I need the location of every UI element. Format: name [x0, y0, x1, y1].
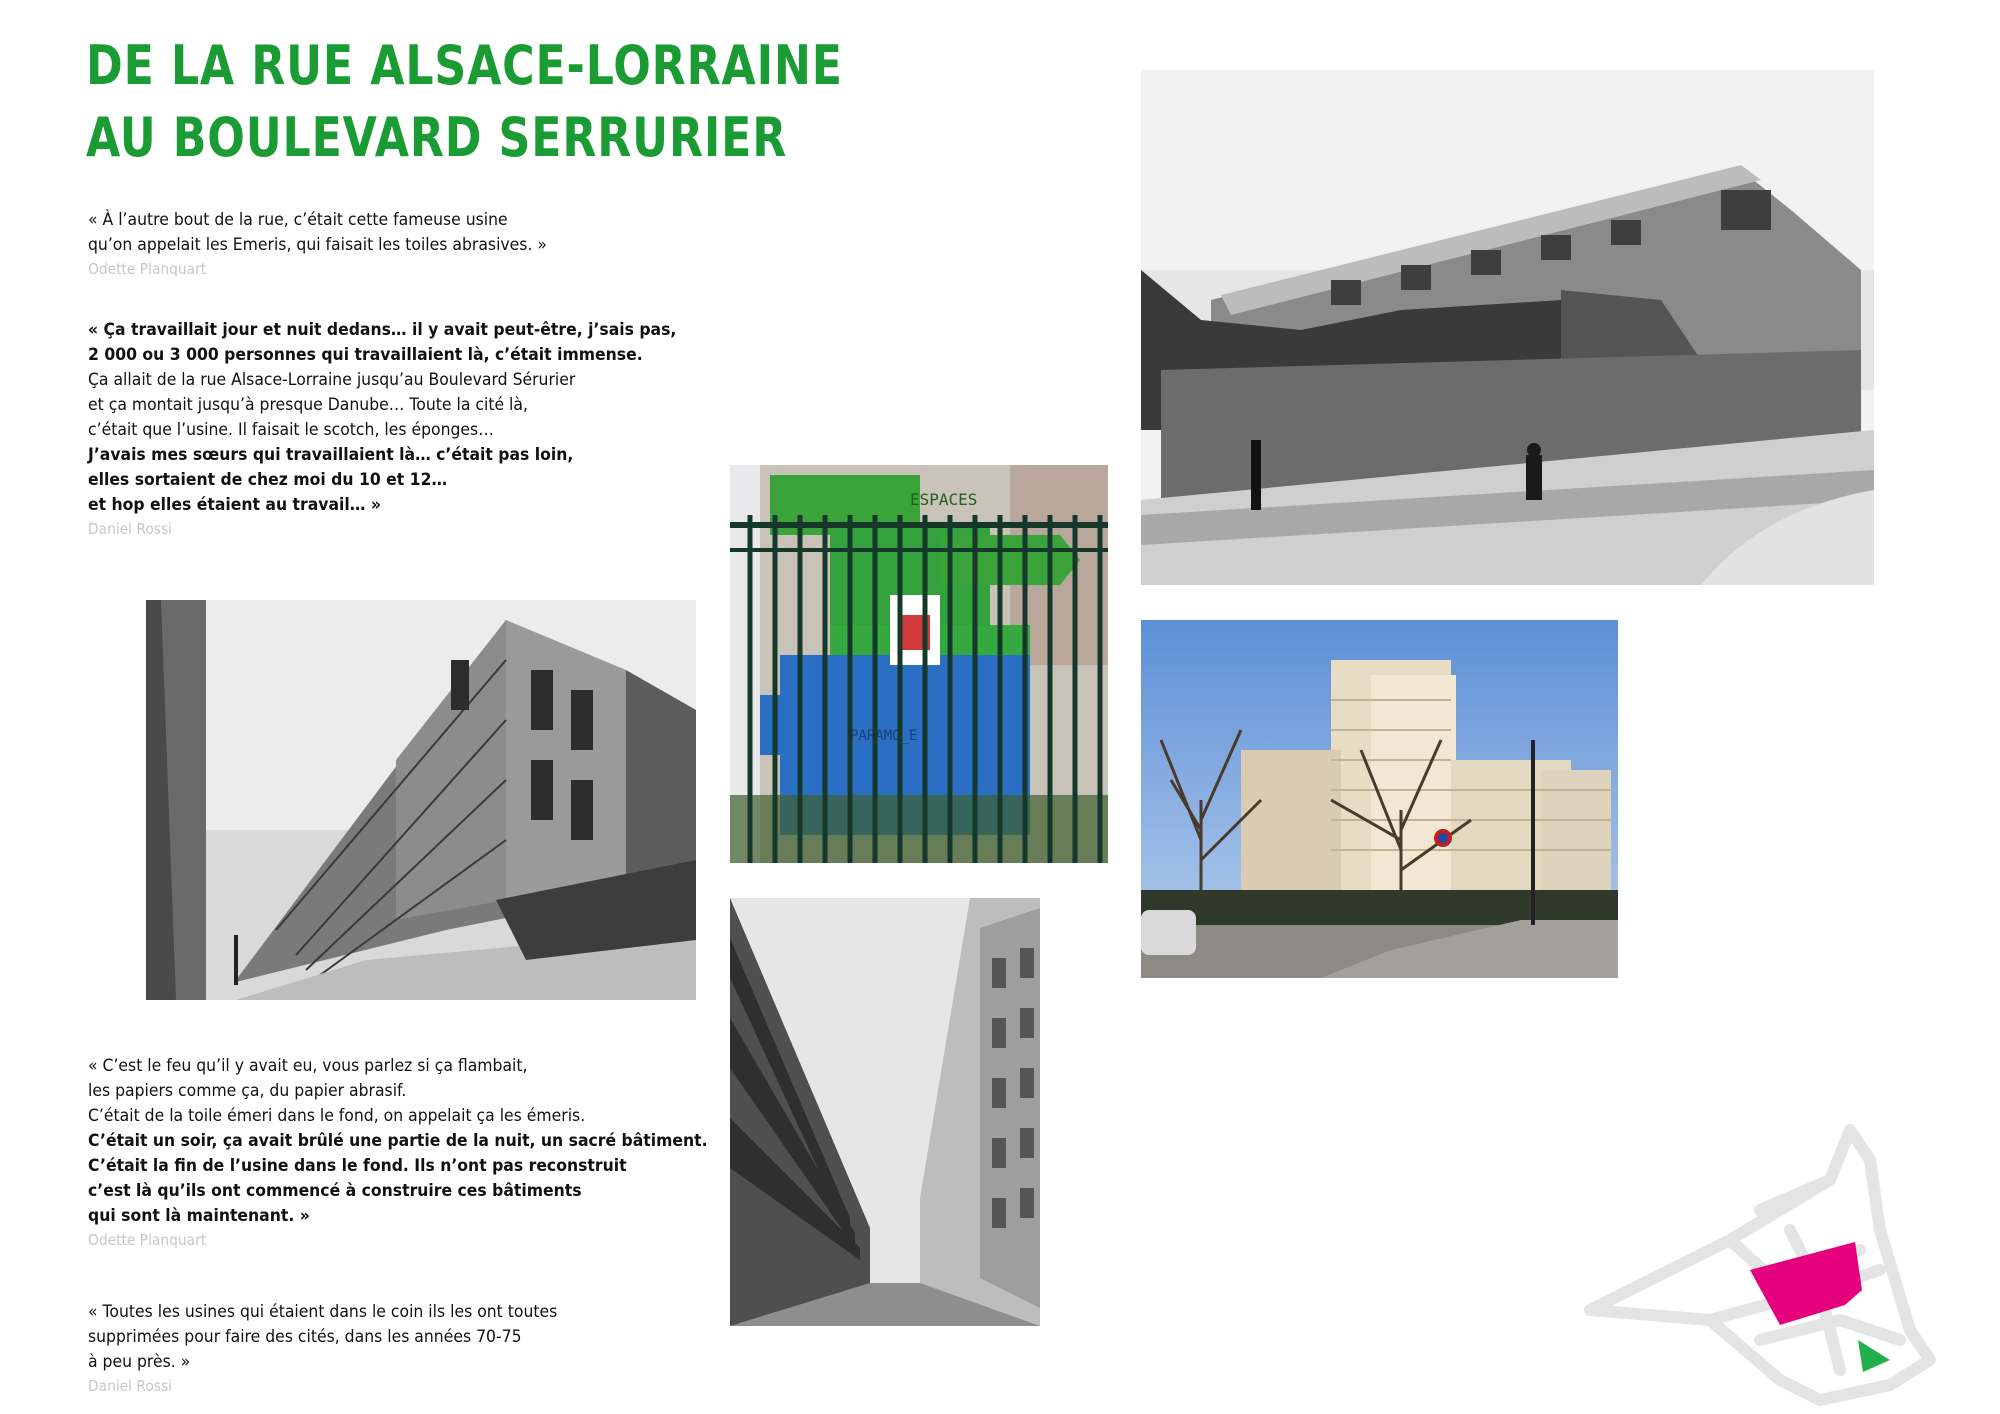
quote-line: « À l’autre bout de la rue, c’était cette fameuse usine	[88, 210, 508, 230]
quote-line: et hop elles étaient au travail… »	[88, 495, 381, 515]
map-location-marker	[1858, 1340, 1890, 1372]
quote-line: supprimées pour faire des cités, dans les années 70-75	[88, 1327, 522, 1347]
quote-1	[88, 208, 547, 280]
quote-line: 2 000 ou 3 000 personnes qui travaillaient là, c’était immense.	[88, 345, 643, 365]
quote-author: Daniel Rossi	[88, 1377, 173, 1395]
quote-line: Ça allait de la rue Alsace-Lorraine jusqu’au Boulevard Sérurier	[88, 370, 576, 390]
quote-line: C’était un soir, ça avait brûlé une partie de la nuit, un sacré bâtiment.	[88, 1131, 708, 1151]
quote-author: Odette Planquart	[88, 260, 207, 278]
quote-line: c’est là qu’ils ont commencé à construire ces bâtiments	[88, 1181, 582, 1201]
page-title-line-2: AU BOULEVARD SERRURIER	[86, 106, 788, 169]
quote-line: c’était que l’usine. Il faisait le scotch, les éponges…	[88, 420, 494, 440]
quote-line: « Ça travaillait jour et nuit dedans… il y avait peut-être, j’sais pas,	[88, 320, 677, 340]
page-title	[86, 30, 843, 174]
quote-line: C’était de la toile émeri dans le fond, on appelait ça les émeris.	[88, 1106, 586, 1126]
quote-4	[88, 1300, 557, 1397]
quote-line: C’était la fin de l’usine dans le fond. Ils n’ont pas reconstruit	[88, 1156, 627, 1176]
locator-map	[1580, 1110, 1940, 1410]
quote-author: Daniel Rossi	[88, 520, 173, 538]
quote-line: « Toutes les usines qui étaient dans le coin ils les ont toutes	[88, 1302, 558, 1322]
photo-fence-mural	[730, 465, 1108, 863]
quote-line: qu’on appelait les Emeris, qui faisait les toiles abrasives. »	[88, 235, 547, 255]
mural-sign-espaces: ESPACES	[910, 490, 978, 509]
photo-factory-street	[146, 600, 696, 1000]
quote-line: « C’est le feu qu’il y avait eu, vous parlez si ça flambait,	[88, 1056, 528, 1076]
quote-author: Odette Planquart	[88, 1231, 207, 1249]
quote-line: et ça montait jusqu’à presque Danube… Toute la cité là,	[88, 395, 528, 415]
quote-line: les papiers comme ça, du papier abrasif.	[88, 1081, 407, 1101]
quote-line: à peu près. »	[88, 1352, 191, 1372]
quote-3	[88, 1054, 708, 1251]
photo-factory-corner	[1141, 70, 1874, 585]
mural-sign-paramo: PARAMO_E	[850, 728, 918, 744]
photo-narrow-street	[730, 898, 1040, 1326]
photo-modern-blocks	[1141, 620, 1618, 978]
quote-line: qui sont là maintenant. »	[88, 1206, 310, 1226]
quote-2	[88, 318, 676, 540]
quote-line: J’avais mes sœurs qui travaillaient là… c’était pas loin,	[88, 445, 574, 465]
quote-line: elles sortaient de chez moi du 10 et 12…	[88, 470, 448, 490]
page-title-line-1: DE LA RUE ALSACE-LORRAINE	[86, 34, 843, 97]
